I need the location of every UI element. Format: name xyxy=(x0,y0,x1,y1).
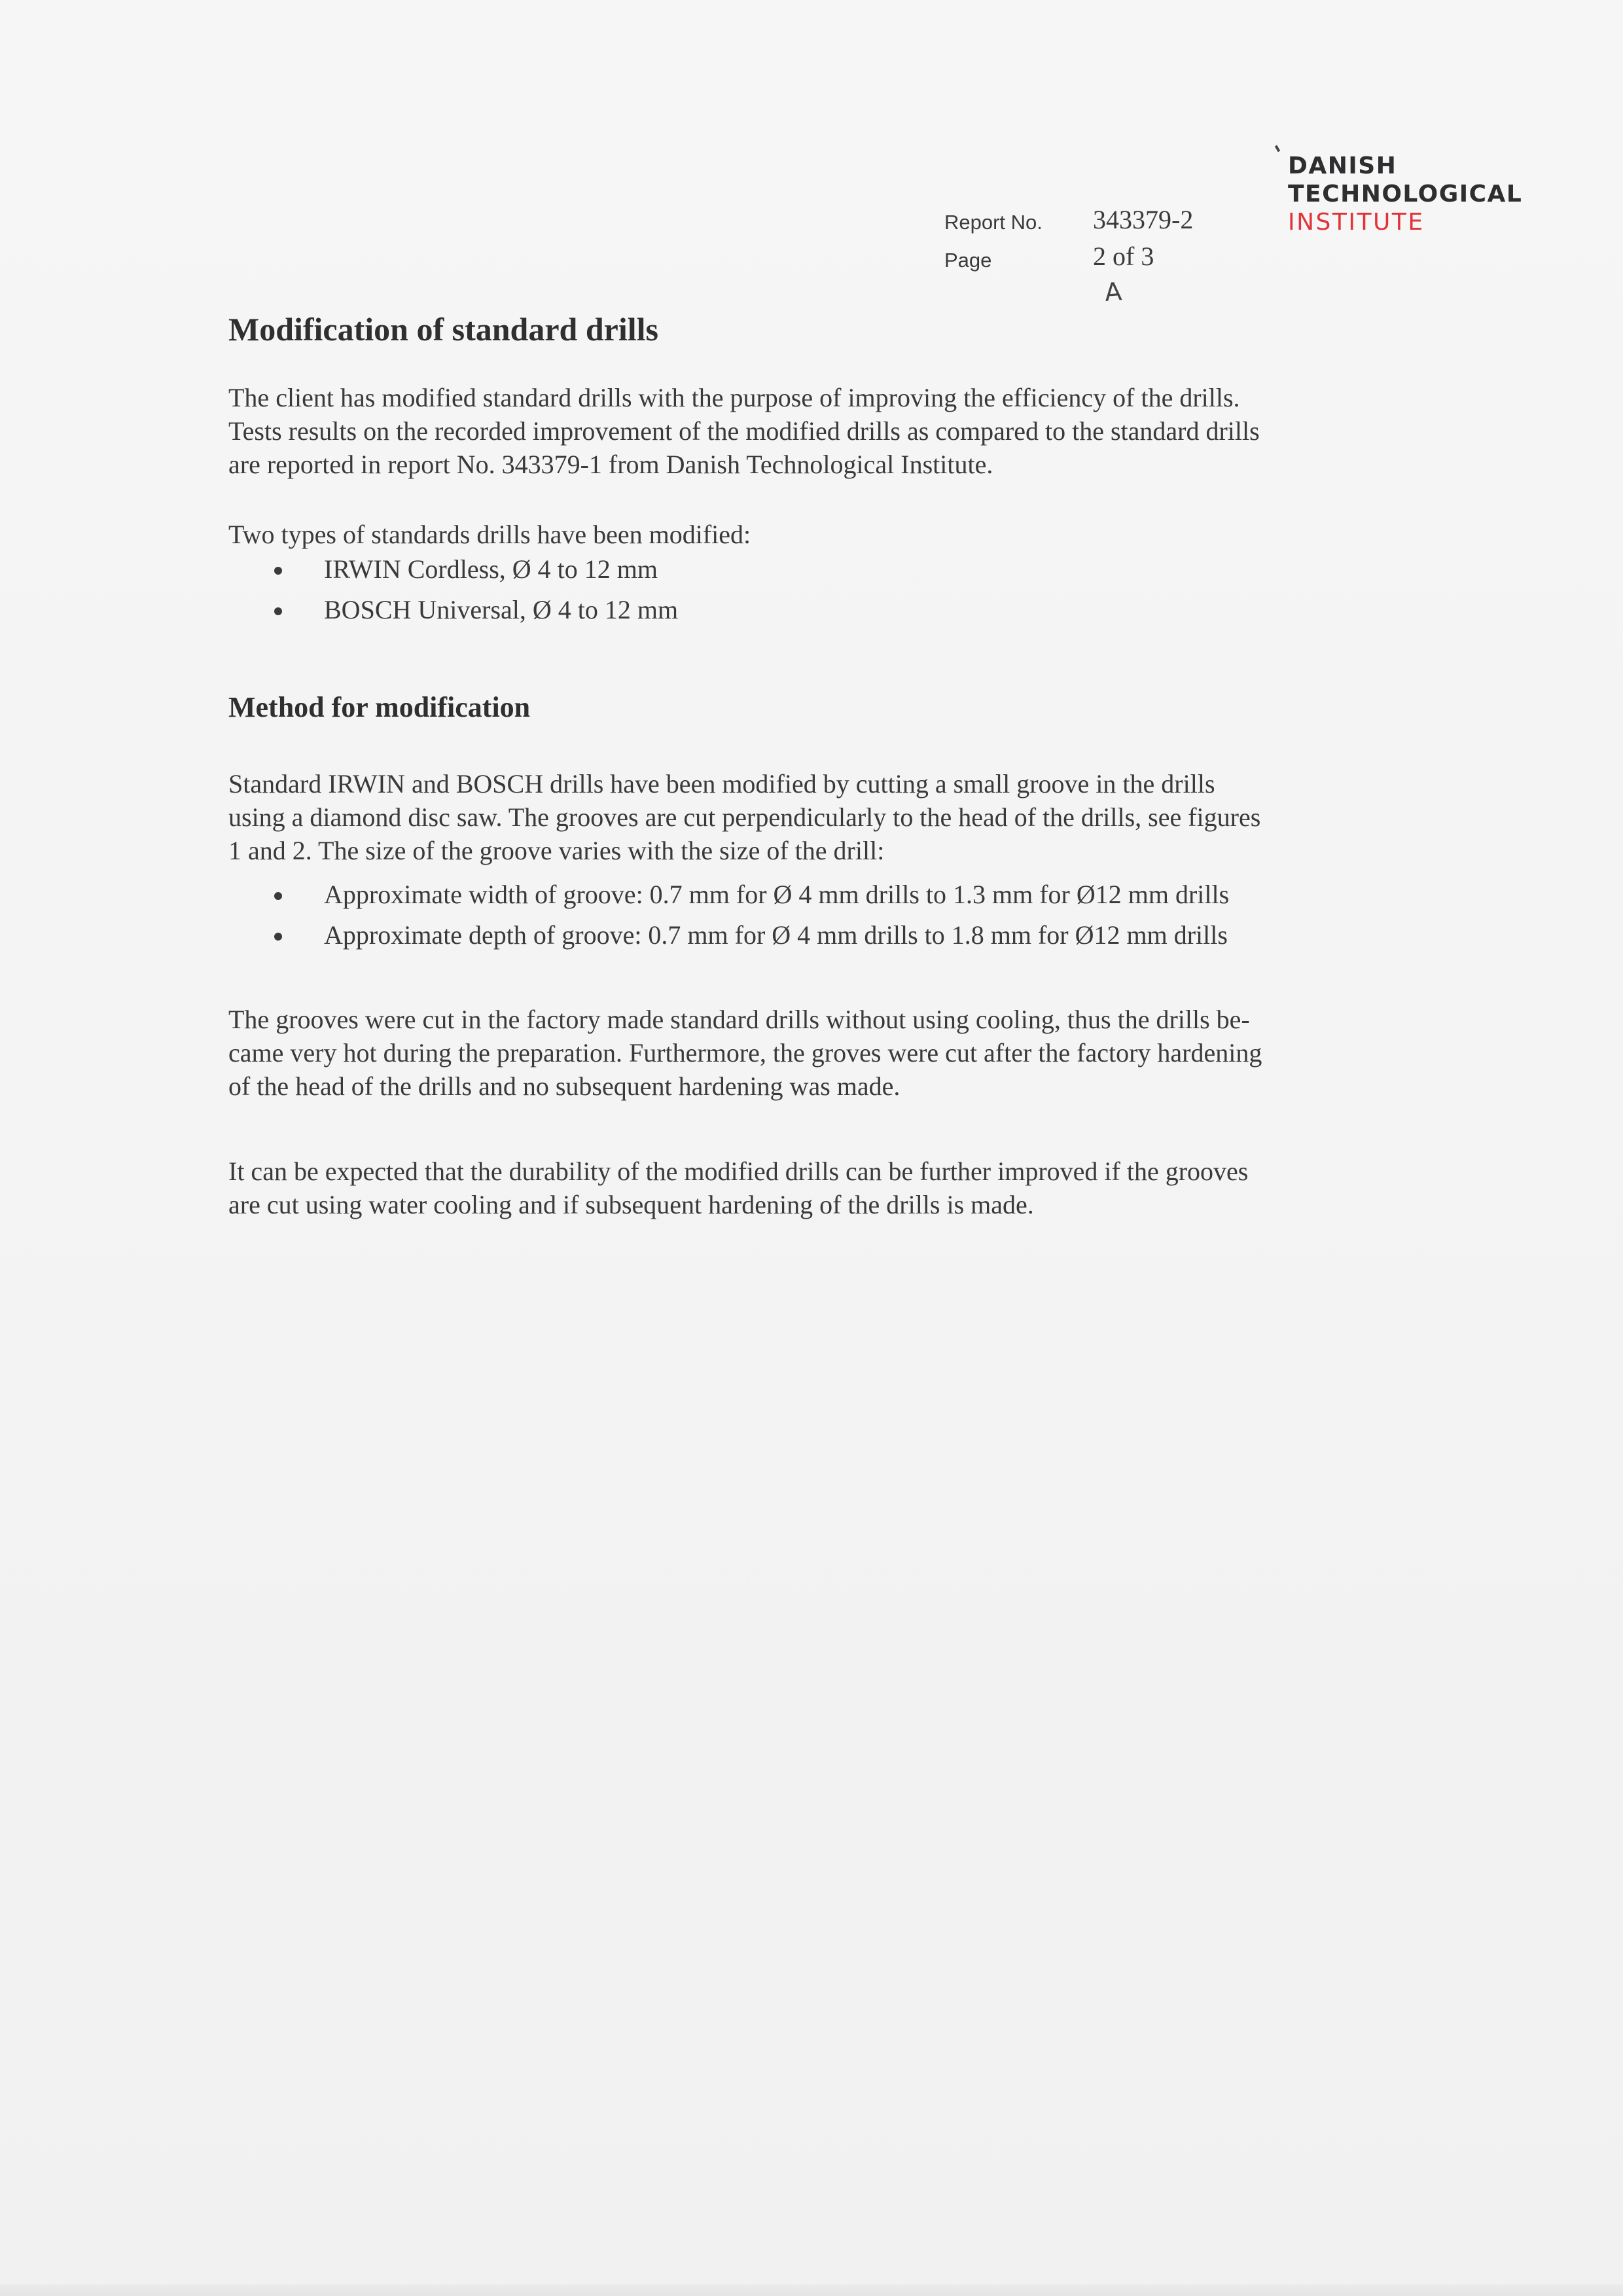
bullet-icon xyxy=(274,607,282,615)
intro-line: Two types of standards drills have been modified: xyxy=(228,520,751,549)
section-title-method: Method for modification xyxy=(228,691,531,723)
drill-types-list xyxy=(228,549,678,630)
page-value: 2 of 3 xyxy=(1093,242,1154,271)
paragraph-line: of the head of the drills and no subsequent hardening was made. xyxy=(228,1071,901,1101)
logo-tick-mark xyxy=(1275,145,1280,152)
paragraph-line: are cut using water cooling and if subsequent hardening of the drills is made. xyxy=(228,1190,1034,1219)
list-item xyxy=(228,590,678,630)
danish-technological-institute-logo xyxy=(1288,152,1522,236)
list-item xyxy=(228,915,1229,956)
section2-paragraph xyxy=(228,767,1406,867)
bullet-icon xyxy=(274,933,282,941)
report-no-label: Report No. xyxy=(944,211,1043,234)
section2-paragraph-3 xyxy=(228,1155,1406,1221)
logo-line-institute: INSTITUTE xyxy=(1288,209,1425,236)
page-label: Page xyxy=(944,249,992,272)
groove-size-list xyxy=(228,874,1229,956)
section1-intro xyxy=(228,518,1406,551)
bullet-icon xyxy=(274,567,282,575)
logo-line-technological: TECHNOLOGICAL xyxy=(1288,181,1523,207)
list-item-text: IRWIN Cordless, Ø 4 to 12 mm xyxy=(324,554,658,584)
paragraph-line: using a diamond disc saw. The grooves are cut perpendicularly to the head of the drills, see figures xyxy=(228,802,1261,832)
paragraph-line: It can be expected that the durability of the modified drills can be further improved if the grooves xyxy=(228,1157,1249,1186)
bullet-icon xyxy=(274,892,282,900)
paragraph-line: came very hot during the preparation. Furthermore, the groves were cut after the factory hardening xyxy=(228,1038,1262,1067)
paragraph-line: 1 and 2. The size of the groove varies with the size of the drill: xyxy=(228,836,885,865)
section1-paragraph xyxy=(228,381,1406,481)
report-no-value: 343379-2 xyxy=(1093,205,1194,234)
list-item xyxy=(228,874,1229,915)
section2-paragraph-2 xyxy=(228,1003,1406,1103)
section-title-modification: Modification of standard drills xyxy=(228,311,658,348)
paragraph-line: The client has modified standard drills with the purpose of improving the efficiency of the drills. xyxy=(228,383,1240,412)
list-item xyxy=(228,549,678,590)
paragraph-line: The grooves were cut in the factory made standard drills without using cooling, thus the drills be- xyxy=(228,1005,1250,1034)
handwritten-mark: A xyxy=(1103,277,1123,307)
paragraph-line: Tests results on the recorded improvement of the modified drills as compared to the standard drills xyxy=(228,416,1260,446)
list-item-text: BOSCH Universal, Ø 4 to 12 mm xyxy=(324,595,679,624)
paragraph-line: Standard IRWIN and BOSCH drills have been modified by cutting a small groove in the drills xyxy=(228,769,1215,798)
page-bottom-edge xyxy=(0,2284,1623,2296)
logo-line-danish: DANISH xyxy=(1288,152,1397,179)
paragraph-line: are reported in report No. 343379-1 from Danish Technological Institute. xyxy=(228,450,993,479)
list-item-text: Approximate width of groove: 0.7 mm for Ø 4 mm drills to 1.3 mm for Ø12 mm drills xyxy=(324,880,1230,909)
list-item-text: Approximate depth of groove: 0.7 mm for Ø 4 mm drills to 1.8 mm for Ø12 mm drills xyxy=(324,920,1228,950)
